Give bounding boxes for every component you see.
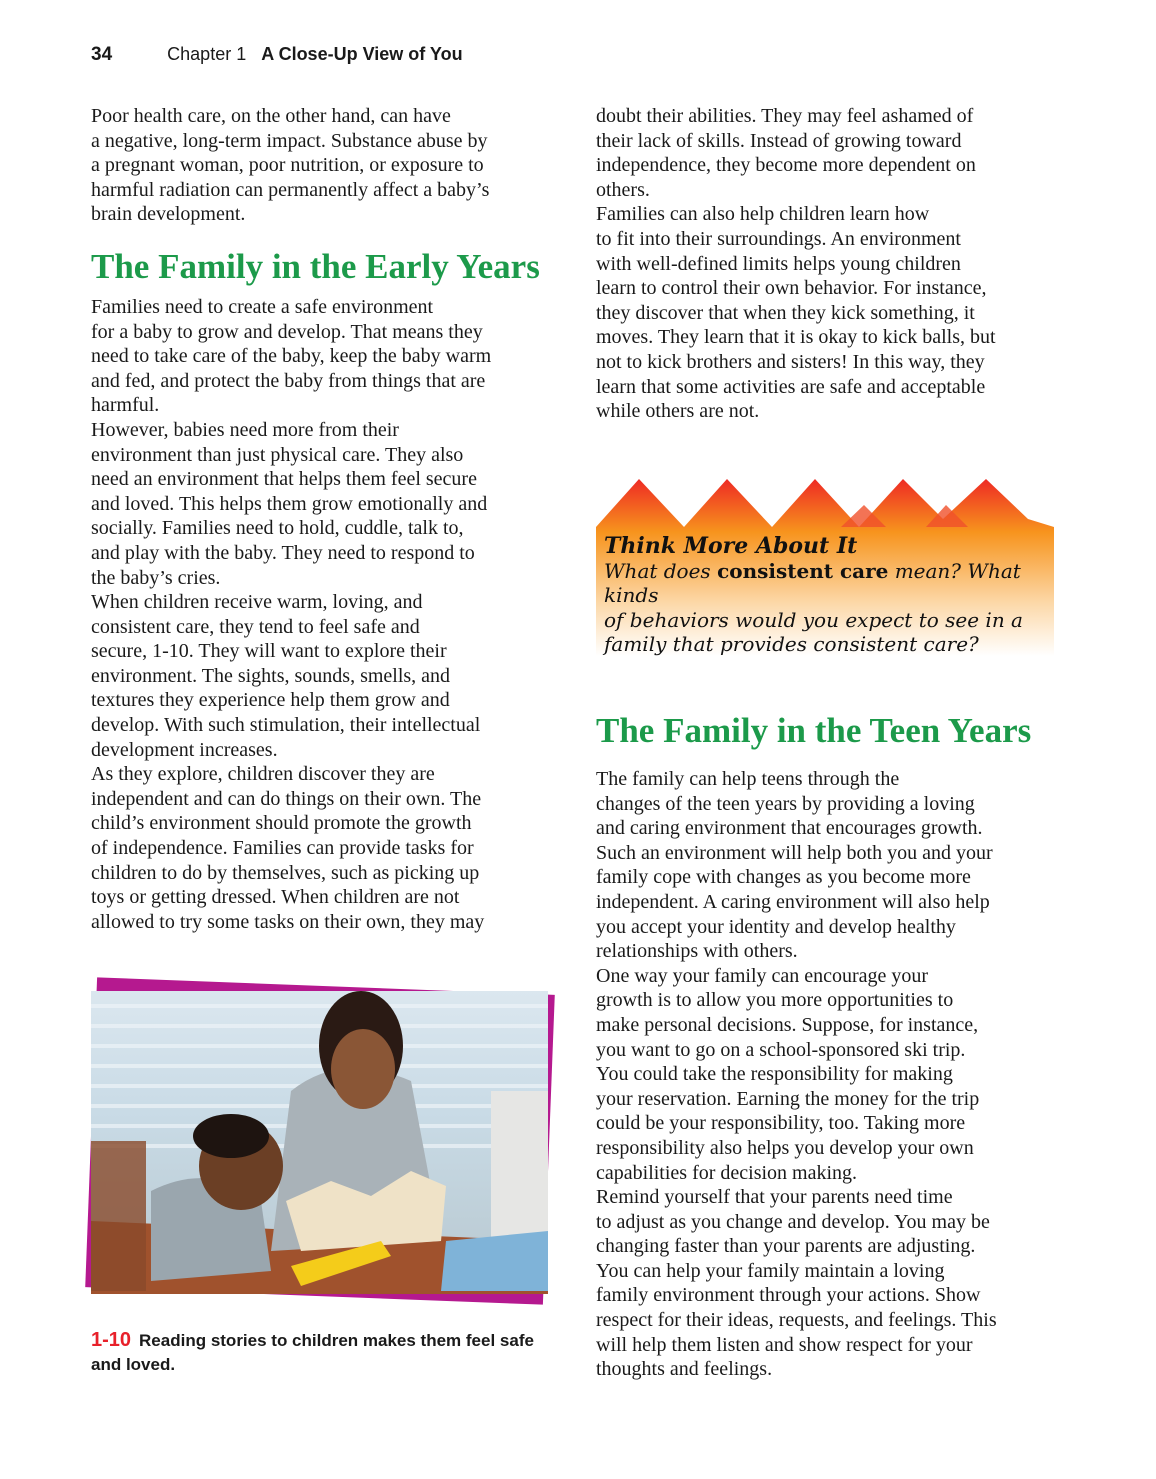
running-header (91, 44, 463, 66)
paragraph: Poor health care, on the other hand, can have a negative, long-term impact. Substance abuse by a pregnant woman, poor nutrition, or exposure to harmful radiation can permanently affect a baby’s brain development. (91, 105, 490, 226)
figure-caption (91, 1328, 541, 1377)
section-heading-teen-years: The Family in the Teen Years (596, 711, 1032, 750)
paragraph: However, babies need more from their environment than just physical care. They also need an environment that helps them feel secure and loved. This helps them grow emotionally and socially. Families need to hold, cuddle, talk to, and play with the baby. They need to respond to the baby’s cries. (91, 418, 488, 589)
page-number: 34 (91, 44, 113, 65)
paragraph: Families can also help children learn how to fit into their surroundings. An environment with well-defined limits helps young children learn to control their own behavior. For instance, they discover that when they kick something, it moves. They learn that it is okay to kick balls, but not to kick brothers and sisters! In this way, they learn that some activities are safe and acceptable while others are not. (596, 203, 996, 423)
question-text: What does (604, 558, 718, 583)
right-column-top (596, 104, 1066, 424)
paragraph: Remind yourself that your parents need time to adjust as you change and develop. You may be changing faster than your parents are adjusting. You can help your family maintain a loving family environment through your actions. Show respect for their ideas, requests, and feelings. This will help them listen and show respect for your thoughts and feelings. (596, 1186, 997, 1381)
figure-1-10 (76, 966, 566, 1311)
right-column-bottom (596, 711, 1066, 1382)
chapter-title: A Close-Up View of You (261, 44, 463, 64)
chapter-label: Chapter 1 (167, 44, 247, 64)
left-column (91, 104, 556, 934)
think-box-text (604, 534, 1054, 657)
paragraph: One way your family can encourage your growth is to allow you more opportunities to make personal decisions. Suppose, for instance, you want to go on a school-sponsored ski trip. You could take the responsibility for making your reservation. Earning the money for the trip could be your responsibility, too. Taking more responsibility also helps you develop your own capabilities for decision making. (596, 964, 980, 1184)
photo-mother-reading-to-child (91, 991, 548, 1294)
caption-text: Reading stories to children makes them feel safe and loved. (91, 1331, 534, 1374)
key-term: consistent care (717, 558, 889, 583)
paragraph: As they explore, children discover they are independent and can do things on their own. The child’s environment should promote the growth of independence. Families can provide tasks for children to do by themselves, such as picking up toys or getting dressed. When children are not allowed to try some tasks on their own, they may (91, 763, 485, 933)
think-box-title: Think More About It (604, 533, 858, 559)
question-text: mean? What kinds of behaviors would you expect to see in a family that provides consistent care? (604, 558, 1023, 656)
paragraph: The family can help teens through the changes of the teen years by providing a loving and caring environment that encourages growth. Such an environment will help both you and your family cope with changes as you become more independent. A caring environment will also help you accept your identity and develop healthy relationships with others. (596, 768, 993, 963)
section-heading-early-years: The Family in the Early Years (91, 246, 540, 286)
think-more-about-it-box (596, 478, 1054, 656)
paragraph: doubt their abilities. They may feel ashamed of their lack of skills. Instead of growing toward independence, they become more dependent on others. (596, 105, 976, 201)
figure-number: 1-10 (91, 1329, 132, 1351)
paragraph: When children receive warm, loving, and consistent care, they tend to feel safe and secure, 1-10. They will want to explore their environment. The sights, sounds, smells, and textures they experience help them grow and develop. With such stimulation, their intellectual development increases. (91, 591, 481, 761)
paragraph: Families need to create a safe environment for a baby to grow and develop. That means they need to take care of the baby, keep the baby warm and fed, and protect the baby from things that are harmful. (91, 295, 492, 417)
